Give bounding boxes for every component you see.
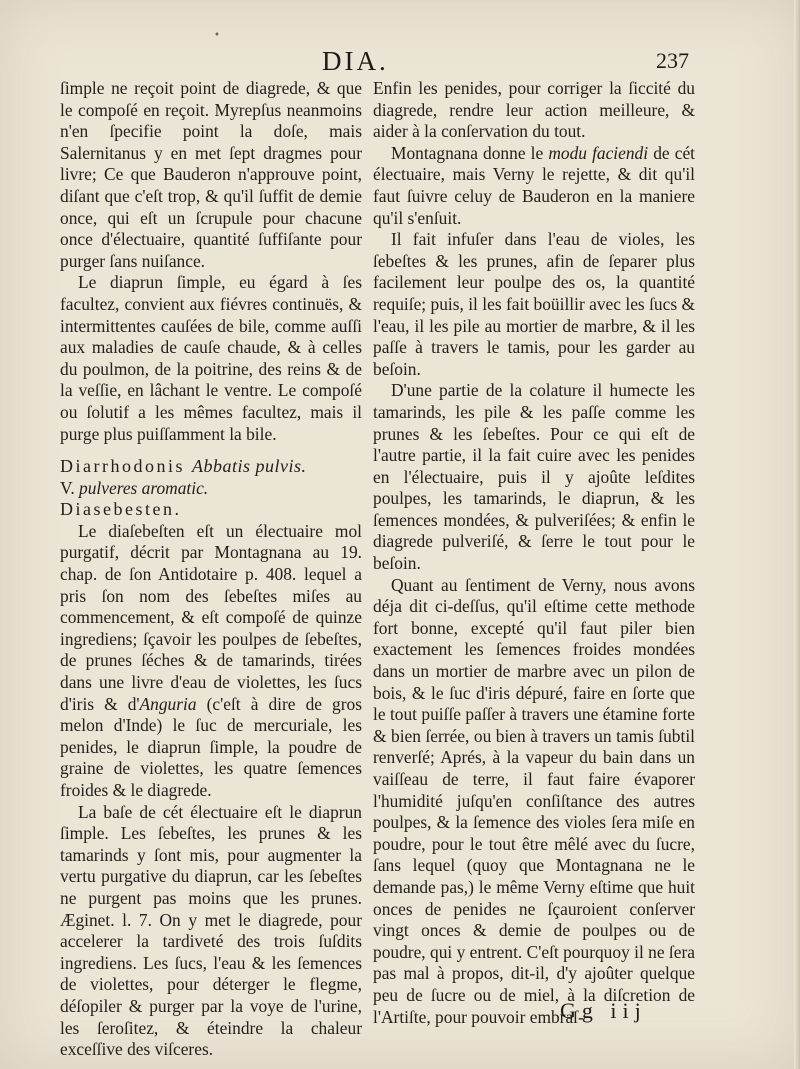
italic-term: modu faciendi bbox=[548, 142, 649, 163]
signature-mark: Gg iij bbox=[560, 998, 647, 1023]
section-subheading bbox=[60, 478, 362, 500]
text-run: de cét électuaire, mais Verny le rejette, & dit qu'il faut ſuivre celuy de Bauderon en la maniere qu'il s'enſuit. bbox=[373, 142, 695, 228]
heading-italic: pulveres aromatic. bbox=[79, 477, 209, 498]
text-run: Montagnana donne le bbox=[391, 142, 549, 163]
right-column bbox=[373, 78, 695, 1028]
paragraph: Quant au ſentiment de Verny, nous avons déja dit ci-deſſus, qu'il eſtime cette methode fort bonne, excepté qu'il faut piler bien exactement les ſemences froides mondées dans un mortier de marbre avec un pilon de bois, & le ſuc d'iris dépuré, faire en ſorte que le tout puiſſe paſſer à travers une étamine forte & bien ſerrée, ou bien à travers un tamis ſubtil renverſé; Aprés, à la vapeur du bain dans un vaiſſeau de terre, il faut faire évaporer l'humidité juſqu'en conſiſtance des autres poulpes, & la ſemence des violes ſera miſe en poudre, pour le tout être mêlé avec du ſucre, ſans lequel (quoy que Montagnana ne le demande pas,) le même Verny eſtime que huit onces de penides ne ſçauroient conſerver vingt onces & demie de poulpes ou de poudre, qui y entrent. C'eſt pourquoy il ne ſera pas mal à propos, dit-il, d'y ajoûter quelque peu de ſucre ou de miel, à la diſcretion de l'Artiſte, pour pouvoir embraſ- bbox=[373, 574, 695, 1027]
section-heading bbox=[60, 456, 362, 478]
italic-term: Anguria bbox=[139, 693, 197, 714]
running-head: DIA. bbox=[322, 46, 389, 76]
text-run: (c'eſt à dire de gros melon d'Inde) le ſuc de mercuriale, les penides, le diaprun ſimple, la poudre de graine de violettes, les quatre ſemences froides & le diagrede. bbox=[60, 693, 362, 800]
spacer bbox=[60, 445, 362, 456]
heading-text: V. bbox=[60, 477, 75, 498]
paragraph: Il fait infuſer dans l'eau de violes, les ſebeſtes & les prunes, afin de ſeparer plus facilement leur poulpe des os, la quantité requiſe; puis, il les fait boüillir avec les ſucs & l'eau, il les pile au mortier de marbre, & il les paſſe à travers le tamis, pour les garder au beſoin. bbox=[373, 229, 695, 379]
page-edge bbox=[794, 0, 800, 1069]
text-run: Le diaſebeſten eſt un électuaire mol purgatif, décrit par Montagnana au 19. chap. de ſon Antidotaire p. 408. lequel a pris ſon nom des ſebeſtes miſes au commencement, & eſt compoſé de quinze ingrediens; ſçavoir les poulpes de ſebeſtes, de prunes ſéches & de tamarinds, tirées dans une livre d'eau de violettes, les ſucs d'iris & d' bbox=[60, 520, 362, 714]
ink-speck: • bbox=[214, 30, 220, 41]
paragraph: D'une partie de la colature il humecte les tamarinds, les pile & les paſſe comme les prunes & les ſebeſtes. Pour ce qui eſt de l'autre partie, il la fait cuire avec les penides en l'électuaire, puis il y ajoûte leſdites poulpes, les tamarinds, le diaprun, & les ſemences mondées, & pulveriſées; & enfin le diagrede pulveriſé, & ſerre le tout pour le beſoin. bbox=[373, 380, 695, 574]
paragraph bbox=[60, 521, 362, 802]
paragraph bbox=[373, 143, 695, 229]
paragraph: La baſe de cét électuaire eſt le diaprun ſimple. Les ſebeſtes, les prunes & les tamarinds y ſont mis, pour augmenter la vertu purgative du diaprun, car les ſebeſtes ne purgent pas moins que les prunes. Æginet. l. 7. On y met le diagrede, pour accelerer la tardiveté des trois ſuſdits ingrediens. Les ſucs, l'eau & les ſemences de violettes, pour déterger le flegme, déſopiler & purger par la voye de l'urine, les ſeroſitez, & éteindre la chaleur exceſſive des viſceres. bbox=[60, 801, 362, 1060]
paragraph: ſimple ne reçoit point de diagrede, & que le compoſé en reçoit. Myrepſus neanmoins n'en ſpecifie point la doſe, mais Salernitanus y en met ſept dragmes pour livre; Ce que Bauderon n'approuve point, diſant que c'eſt trop, & qu'il ſuffit de demie once, qui eſt un ſcrupule pour chacune once d'électuaire, quantité ſuffiſante pour purger ſans nuiſance. bbox=[60, 78, 362, 271]
paragraph: Enfin les penides, pour corriger la ſiccité du diagrede, rendre leur action meilleure, & aider à la conſervation du tout. bbox=[373, 78, 695, 142]
section-heading: Diasebesten. bbox=[60, 499, 182, 520]
left-column bbox=[60, 78, 362, 1061]
heading-italic: Abbatis pulvis. bbox=[191, 456, 307, 477]
paragraph: Le diaprun ſimple, eu égard à ſes facultez, convient aux fiévres continuës, & intermittentes cauſées de bile, comme auſſi aux maladies de cauſe chaude, & à celles du poulmon, de la poitrine, des reins & de la veſſie, en lâchant le ventre. Le compoſé ou ſolutif a les mêmes facultez, mais il purge plus puiſſamment la bile. bbox=[60, 272, 362, 444]
heading-text: Diarrhodonis bbox=[60, 456, 185, 477]
page-number: 237 bbox=[656, 48, 689, 73]
